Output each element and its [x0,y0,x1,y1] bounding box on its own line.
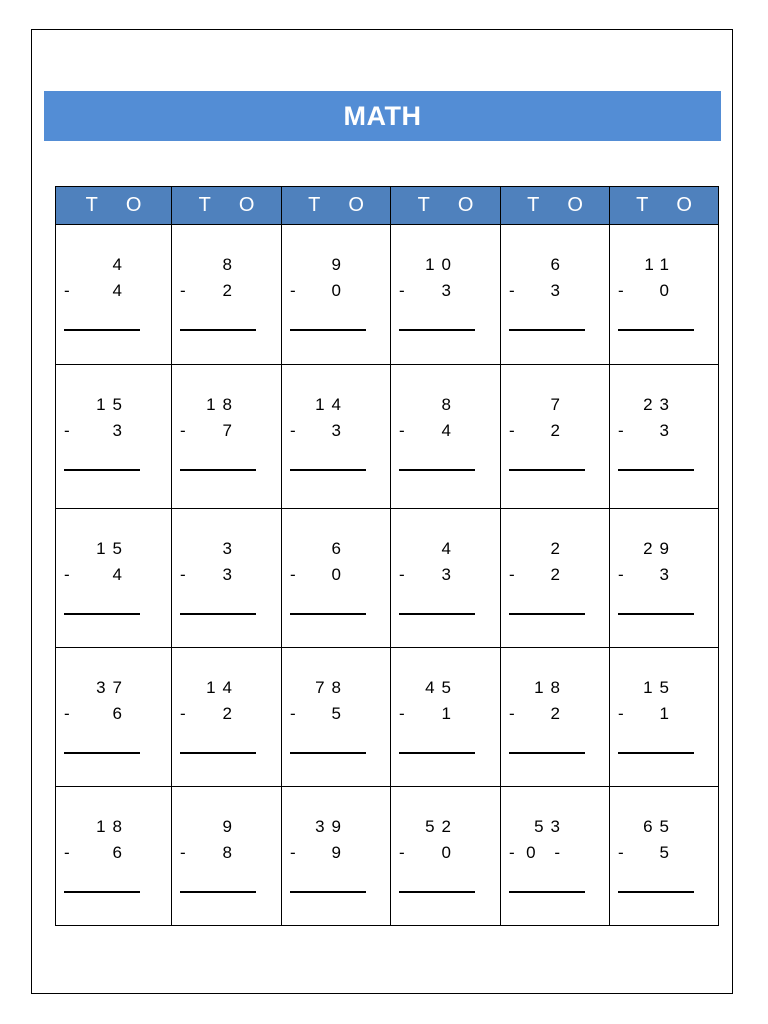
subtraction-problem [501,787,610,925]
minuend: 29 [643,539,676,558]
answer-line[interactable] [399,329,475,331]
minus-sign: - [64,281,70,300]
minus-sign: - [64,843,70,862]
minuend: 45 [425,678,458,697]
subtrahend: 0 - [526,843,567,862]
minus-sign: - [180,565,186,584]
minus-sign: - [290,565,296,584]
subtrahend: 2 [222,704,239,723]
subtrahend: 0 [331,281,348,300]
minuend: 15 [643,678,676,697]
tens-label: T [527,194,540,216]
minus-sign: - [399,843,405,862]
answer-line[interactable] [509,329,585,331]
minuend: 7 [550,395,567,414]
minus-sign: - [509,843,515,862]
minus-sign: - [290,843,296,862]
subtraction-problem [282,225,391,365]
answer-line[interactable] [290,891,366,893]
subtraction-problem [610,225,718,365]
answer-line[interactable] [180,613,256,615]
subtrahend: 3 [659,565,676,584]
subtrahend: 4 [441,421,458,440]
subtrahend: 6 [112,704,129,723]
subtrahend: 2 [550,704,567,723]
answer-line[interactable] [290,329,366,331]
subtrahend: 1 [659,704,676,723]
subtrahend: 3 [441,281,458,300]
tens-label: T [417,194,430,216]
answer-line[interactable] [399,613,475,615]
subtrahend: 3 [550,281,567,300]
subtraction-problem [172,365,282,509]
ones-label: O [348,194,364,216]
answer-line[interactable] [618,752,694,754]
subtraction-problem [391,648,501,787]
minuend: 78 [315,678,348,697]
subtraction-problem [172,509,282,648]
answer-line[interactable] [509,752,585,754]
answer-line[interactable] [64,891,140,893]
answer-line[interactable] [509,891,585,893]
minuend: 52 [425,817,458,836]
minuend: 15 [96,395,129,414]
tens-label: T [198,194,211,216]
subtraction-problem [56,225,172,365]
answer-line[interactable] [64,329,140,331]
subtraction-problem [282,365,391,509]
answer-line[interactable] [290,613,366,615]
answer-line[interactable] [618,613,694,615]
minuend: 18 [206,395,239,414]
minus-sign: - [509,421,515,440]
subtrahend: 3 [331,421,348,440]
minus-sign: - [618,421,624,440]
answer-line[interactable] [290,752,366,754]
answer-line[interactable] [618,329,694,331]
answer-line[interactable] [64,469,140,471]
answer-line[interactable] [180,329,256,331]
minus-sign: - [180,421,186,440]
subtraction-problem [501,648,610,787]
minus-sign: - [180,704,186,723]
subtraction-problem [172,225,282,365]
subtraction-problem [391,509,501,648]
subtraction-problem [56,509,172,648]
minus-sign: - [618,843,624,862]
subtrahend: 2 [222,281,239,300]
subtraction-problem [282,787,391,925]
title-banner [44,91,721,141]
answer-line[interactable] [64,752,140,754]
minuend: 6 [550,255,567,274]
subtrahend: 6 [112,843,129,862]
answer-line[interactable] [180,469,256,471]
minuend: 10 [425,255,458,274]
subtraction-problem [391,365,501,509]
header-cell [501,187,610,225]
minuend: 8 [441,395,458,414]
answer-line[interactable] [64,613,140,615]
answer-line[interactable] [509,469,585,471]
minuend: 8 [222,255,239,274]
subtraction-problem [610,648,718,787]
minus-sign: - [509,281,515,300]
ones-label: O [457,194,474,216]
subtrahend: 8 [222,843,239,862]
minus-sign: - [64,565,70,584]
minuend: 15 [96,539,129,558]
header-cell [56,187,172,225]
subtrahend: 7 [222,421,239,440]
minus-sign: - [290,421,296,440]
place-value-header-row [56,187,718,225]
subtraction-problem [610,787,718,925]
subtraction-problem [172,787,282,925]
minus-sign: - [180,281,186,300]
minuend: 4 [112,255,129,274]
subtraction-problem [56,648,172,787]
subtraction-problem [282,648,391,787]
minus-sign: - [618,704,624,723]
header-cell [172,187,282,225]
minus-sign: - [290,704,296,723]
minuend: 3 [222,539,239,558]
subtrahend: 0 [441,843,458,862]
subtrahend: 3 [222,565,239,584]
answer-line[interactable] [180,752,256,754]
subtrahend: 3 [659,421,676,440]
subtraction-problem [501,365,610,509]
minus-sign: - [180,843,186,862]
answer-line[interactable] [399,469,475,471]
minus-sign: - [399,281,405,300]
minus-sign: - [399,704,405,723]
subtraction-problem [610,509,718,648]
subtraction-problem [391,787,501,925]
subtrahend: 2 [550,421,567,440]
minuend: 65 [643,817,676,836]
ones-label: O [567,194,583,216]
minuend: 37 [96,678,129,697]
subtrahend: 1 [441,704,458,723]
subtrahend: 2 [550,565,567,584]
minuend: 18 [96,817,129,836]
minuend: 39 [315,817,348,836]
worksheet-grid [55,186,719,926]
answer-line[interactable] [180,891,256,893]
minus-sign: - [618,281,624,300]
ones-label: O [125,194,142,216]
header-cell [391,187,501,225]
answer-line[interactable] [399,752,475,754]
minus-sign: - [399,421,405,440]
ones-label: O [238,194,255,216]
subtrahend: 3 [112,421,129,440]
minuend: 4 [441,539,458,558]
subtrahend: 4 [112,281,129,300]
subtraction-problem [391,225,501,365]
minus-sign: - [618,565,624,584]
minuend: 14 [206,678,239,697]
answer-line[interactable] [399,891,475,893]
subtrahend: 5 [331,704,348,723]
minus-sign: - [509,565,515,584]
minus-sign: - [64,704,70,723]
minuend: 9 [331,255,348,274]
minuend: 14 [315,395,348,414]
subtraction-problem [56,365,172,509]
minuend: 6 [331,539,348,558]
subtraction-problem [282,509,391,648]
header-cell [610,187,718,225]
tens-label: T [85,194,98,216]
minuend: 53 [534,817,567,836]
answer-line[interactable] [618,891,694,893]
tens-label: T [308,194,321,216]
minus-sign: - [64,421,70,440]
subtrahend: 4 [112,565,129,584]
subtraction-problem [501,225,610,365]
minuend: 9 [222,817,239,836]
tens-label: T [636,194,649,216]
minuend: 2 [550,539,567,558]
ones-label: O [676,194,692,216]
subtrahend: 0 [659,281,676,300]
subtraction-problem [56,787,172,925]
minus-sign: - [290,281,296,300]
answer-line[interactable] [290,469,366,471]
minuend: 18 [534,678,567,697]
minus-sign: - [509,704,515,723]
minuend: 23 [643,395,676,414]
answer-line[interactable] [509,613,585,615]
minus-sign: - [399,565,405,584]
subtraction-problem [501,509,610,648]
answer-line[interactable] [618,469,694,471]
subtraction-problem [172,648,282,787]
subtraction-problem [610,365,718,509]
header-cell [282,187,391,225]
subtrahend: 3 [441,565,458,584]
subtrahend: 5 [659,843,676,862]
subtrahend: 9 [331,843,348,862]
subtrahend: 0 [331,565,348,584]
page-title: MATH [343,100,422,131]
minuend: 11 [644,255,676,274]
